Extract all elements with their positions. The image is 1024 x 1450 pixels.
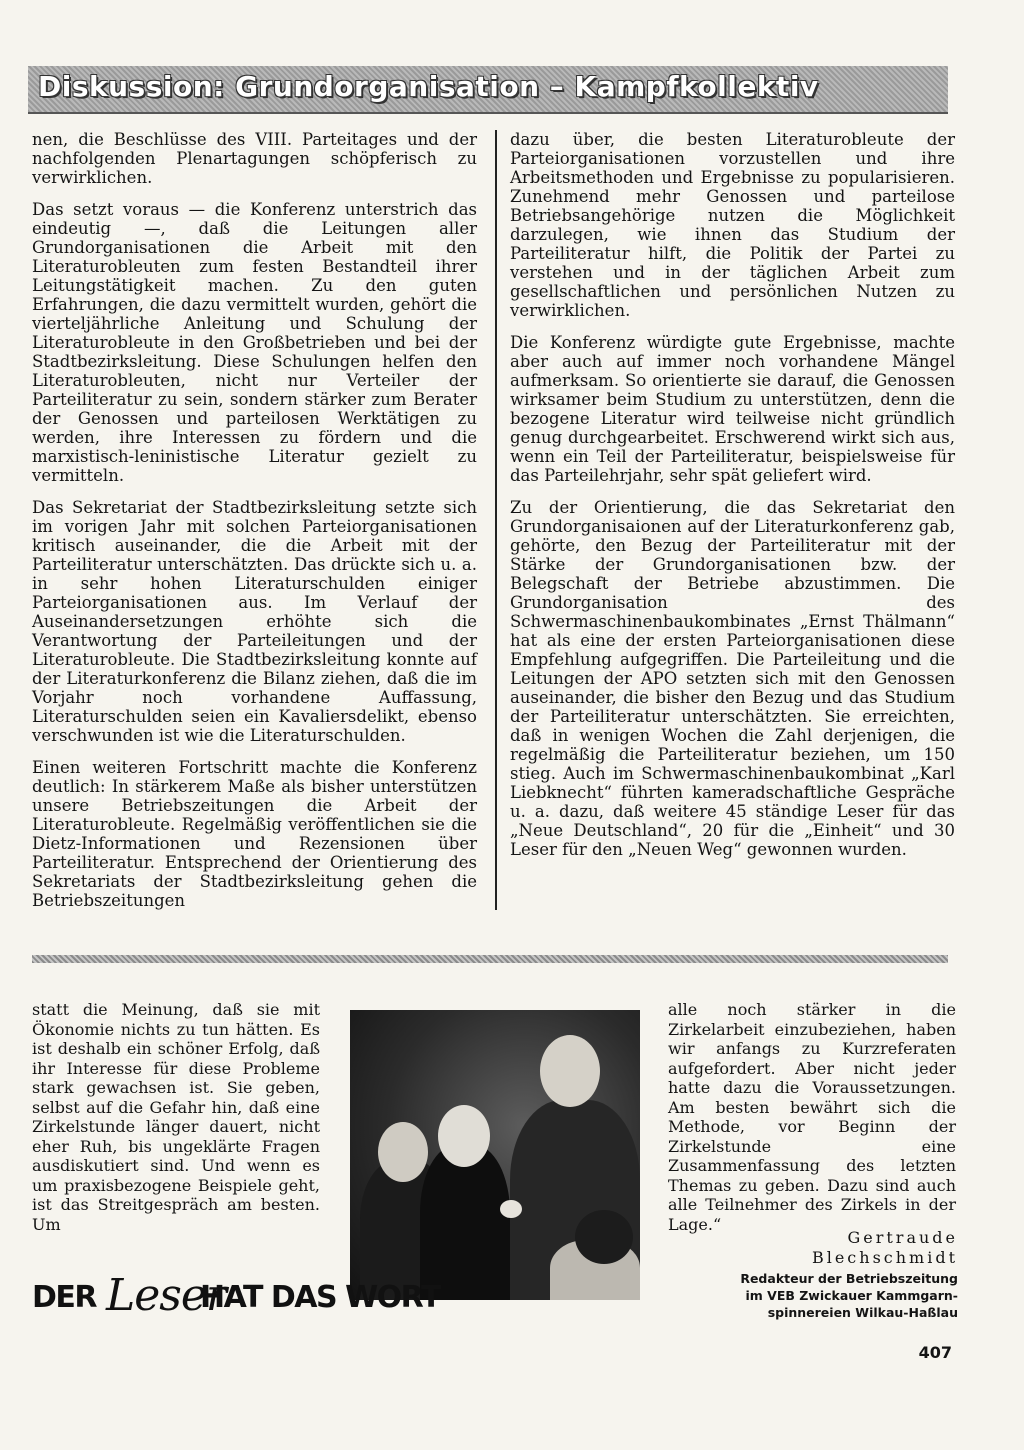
column-divider — [495, 130, 497, 910]
reader-letter-right: alle noch stärker in die Zirkelarbeit einzubeziehen, haben wir anfangs zu Kurzreferaten aufgefordert. Aber nicht jeder hatte dazu die Voraussetzungen. Am besten bewährt sich die Methode, vor Beginn der Zirkelstunde eine Zusammenfassung des letzten Themas zu geben. Dazu sind auch alle Teilnehmer des Zirkels in der Lage.“ — [668, 1000, 956, 1234]
reader-letter-left: statt die Meinung, daß sie mit Ökonomie nichts zu tun hätten. Es ist deshalb ein schöner Erfolg, daß ihr Interesse für diese Probleme stark gewachsen ist. Sie geben, selbst auf die Gefahr hin, daß eine Zirkelstunde länger dauert, nicht eher Ruh, bis ungeklärte Fragen ausdiskutiert sind. Und wenn es um praxisbezogene Beispiele geht, ist das Streitgespräch am besten. Um — [32, 1000, 320, 1234]
author-last-name: Blechschmidt — [811, 1248, 958, 1267]
page-title: Diskussion: Grundorganisation – Kampfkollektiv — [38, 70, 819, 103]
page-number: 407 — [918, 1343, 952, 1362]
section-separator — [32, 955, 948, 963]
paragraph: nen, die Beschlüsse des VIII. Parteitages und der nachfolgenden Plenartagungen schöpferisch zu verwirklichen. — [32, 130, 477, 187]
group-photo — [350, 1010, 640, 1300]
paragraph: Die Konferenz würdigte gute Ergebnisse, machte aber auch auf immer noch vorhandene Mängel aufmerksam. So orientierte sie darauf, die Genossen wirksamer beim Studium zu unterstützen, denn die bezogene Literatur wird teilweise nicht gründlich genug durchgearbeitet. Erschwerend wirkt sich aus, wenn ein Teil der Parteiliteratur, beispielsweise für das Parteilehrjahr, sehr spät geliefert wird. — [510, 333, 955, 485]
author-role — [658, 1270, 958, 1321]
article-right-column — [510, 130, 955, 872]
paragraph: Zu der Orientierung, die das Sekretariat den Grundorganisaionen auf der Literaturkonferenz gab, gehörte, den Bezug der Parteiliteratur mit der Stärke der Grundorganisationen bzw. der Belegschaft der Betriebe abzustimmen. Die Grundorganisation des Schwermaschinenbaukombinates „Ernst Thälmann“ hat als eine der ersten Parteiorganisationen diese Empfehlung aufgegriffen. Die Parteileitung und die Leitungen der APO setzten sich mit den Genossen auseinander, die bisher den Bezug und das Studium der Parteiliteratur unterschätzten. Sie erreichten, daß in wenigen Wochen die Zahl derjenigen, die regelmäßig die Parteiliteratur beziehen, um 150 stieg. Auch im Schwermaschinenbaukombinat „Karl Liebknecht“ führten kameradschaftliche Gespräche u. a. dazu, daß weitere 45 ständige Leser für das „Neue Deutschland“, 20 für die „Einheit“ und 30 Leser für den „Neuen Weg“ gewonnen wurden. — [510, 498, 955, 859]
paragraph: Einen weiteren Fortschritt machte die Konferenz deutlich: In stärkerem Maße als bisher unterstützen unsere Betriebszeitungen die Arbeit der Literaturobleute. Regelmäßig veröffentlichen sie die Dietz-Informationen und Rezensionen über Parteiliteratur. Entsprechend der Orientierung des Sekretariats der Stadtbezirksleitung gehen die Betriebszeitungen — [32, 758, 477, 910]
author-role-line: Redakteur der Betriebszeitung — [740, 1271, 958, 1286]
author-role-line: spinnereien Wilkau-Haßlau — [767, 1305, 958, 1320]
author-first-name: Gertraude — [847, 1228, 958, 1247]
logo-der: DER — [32, 1280, 96, 1315]
reader-column-logo — [32, 1270, 440, 1321]
paragraph: dazu über, die besten Literaturobleute der Parteiorganisationen vorzustellen und ihre Arbeitsmethoden und Ergebnisse zu popularisieren. Zunehmend mehr Genossen und parteilose Betriebsangehörige nutzen die Möglichkeit darzulegen, wie ihnen das Studium der Parteiliteratur hilft, die Politik der Partei zu verstehen und in der täglichen Arbeit zum gesellschaftlichen und persönlichen Nutzen zu verwirklichen. — [510, 130, 955, 320]
paragraph: Das setzt voraus — die Konferenz unterstrich das eindeutig —, daß die Leitungen aller Grundorganisationen die Arbeit mit den Literaturobleuten zum festen Bestandteil ihrer Leitungstätigkeit machen. Zu den guten Erfahrungen, die dazu vermittelt wurden, gehört die vierteljährliche Anleitung und Schulung der Literaturobleute in den Großbetrieben und bei der Stadtbezirksleitung. Diese Schulungen helfen den Literaturobleuten, nicht nur Verteiler der Parteiliteratur zu sein, sondern stärker zum Berater der Genossen und parteilosen Werktätigen zu werden, ihre Interessen zu fördern und die marxistisch-leninistische Literatur gezielt zu vermitteln. — [32, 200, 477, 485]
header-banner — [28, 66, 948, 114]
logo-hat-das-wort: HAT DAS WORT — [200, 1280, 440, 1315]
logo-leser: Leser — [106, 1270, 226, 1321]
article-left-column — [32, 130, 477, 923]
author-role-line: im VEB Zwickauer Kammgarn- — [745, 1288, 958, 1303]
paragraph: Das Sekretariat der Stadtbezirksleitung setzte sich im vorigen Jahr mit solchen Parteiorganisationen kritisch auseinander, die die Arbeit mit der Parteiliteratur unterschätzten. Das drückte sich u. a. in sehr hohen Literaturschulden einiger Parteiorganisationen aus. Im Verlauf der Auseinandersetzungen erhöhte sich die Verantwortung der Parteileitungen und der Literaturobleute. Die Stadtbezirksleitung konnte auf der Literaturkonferenz die Bilanz ziehen, daß die im Vorjahr noch vorhandene Auffassung, Literaturschulden seien ein Kavaliersdelikt, ebenso verschwunden ist wie die Literaturschulden. — [32, 498, 477, 745]
